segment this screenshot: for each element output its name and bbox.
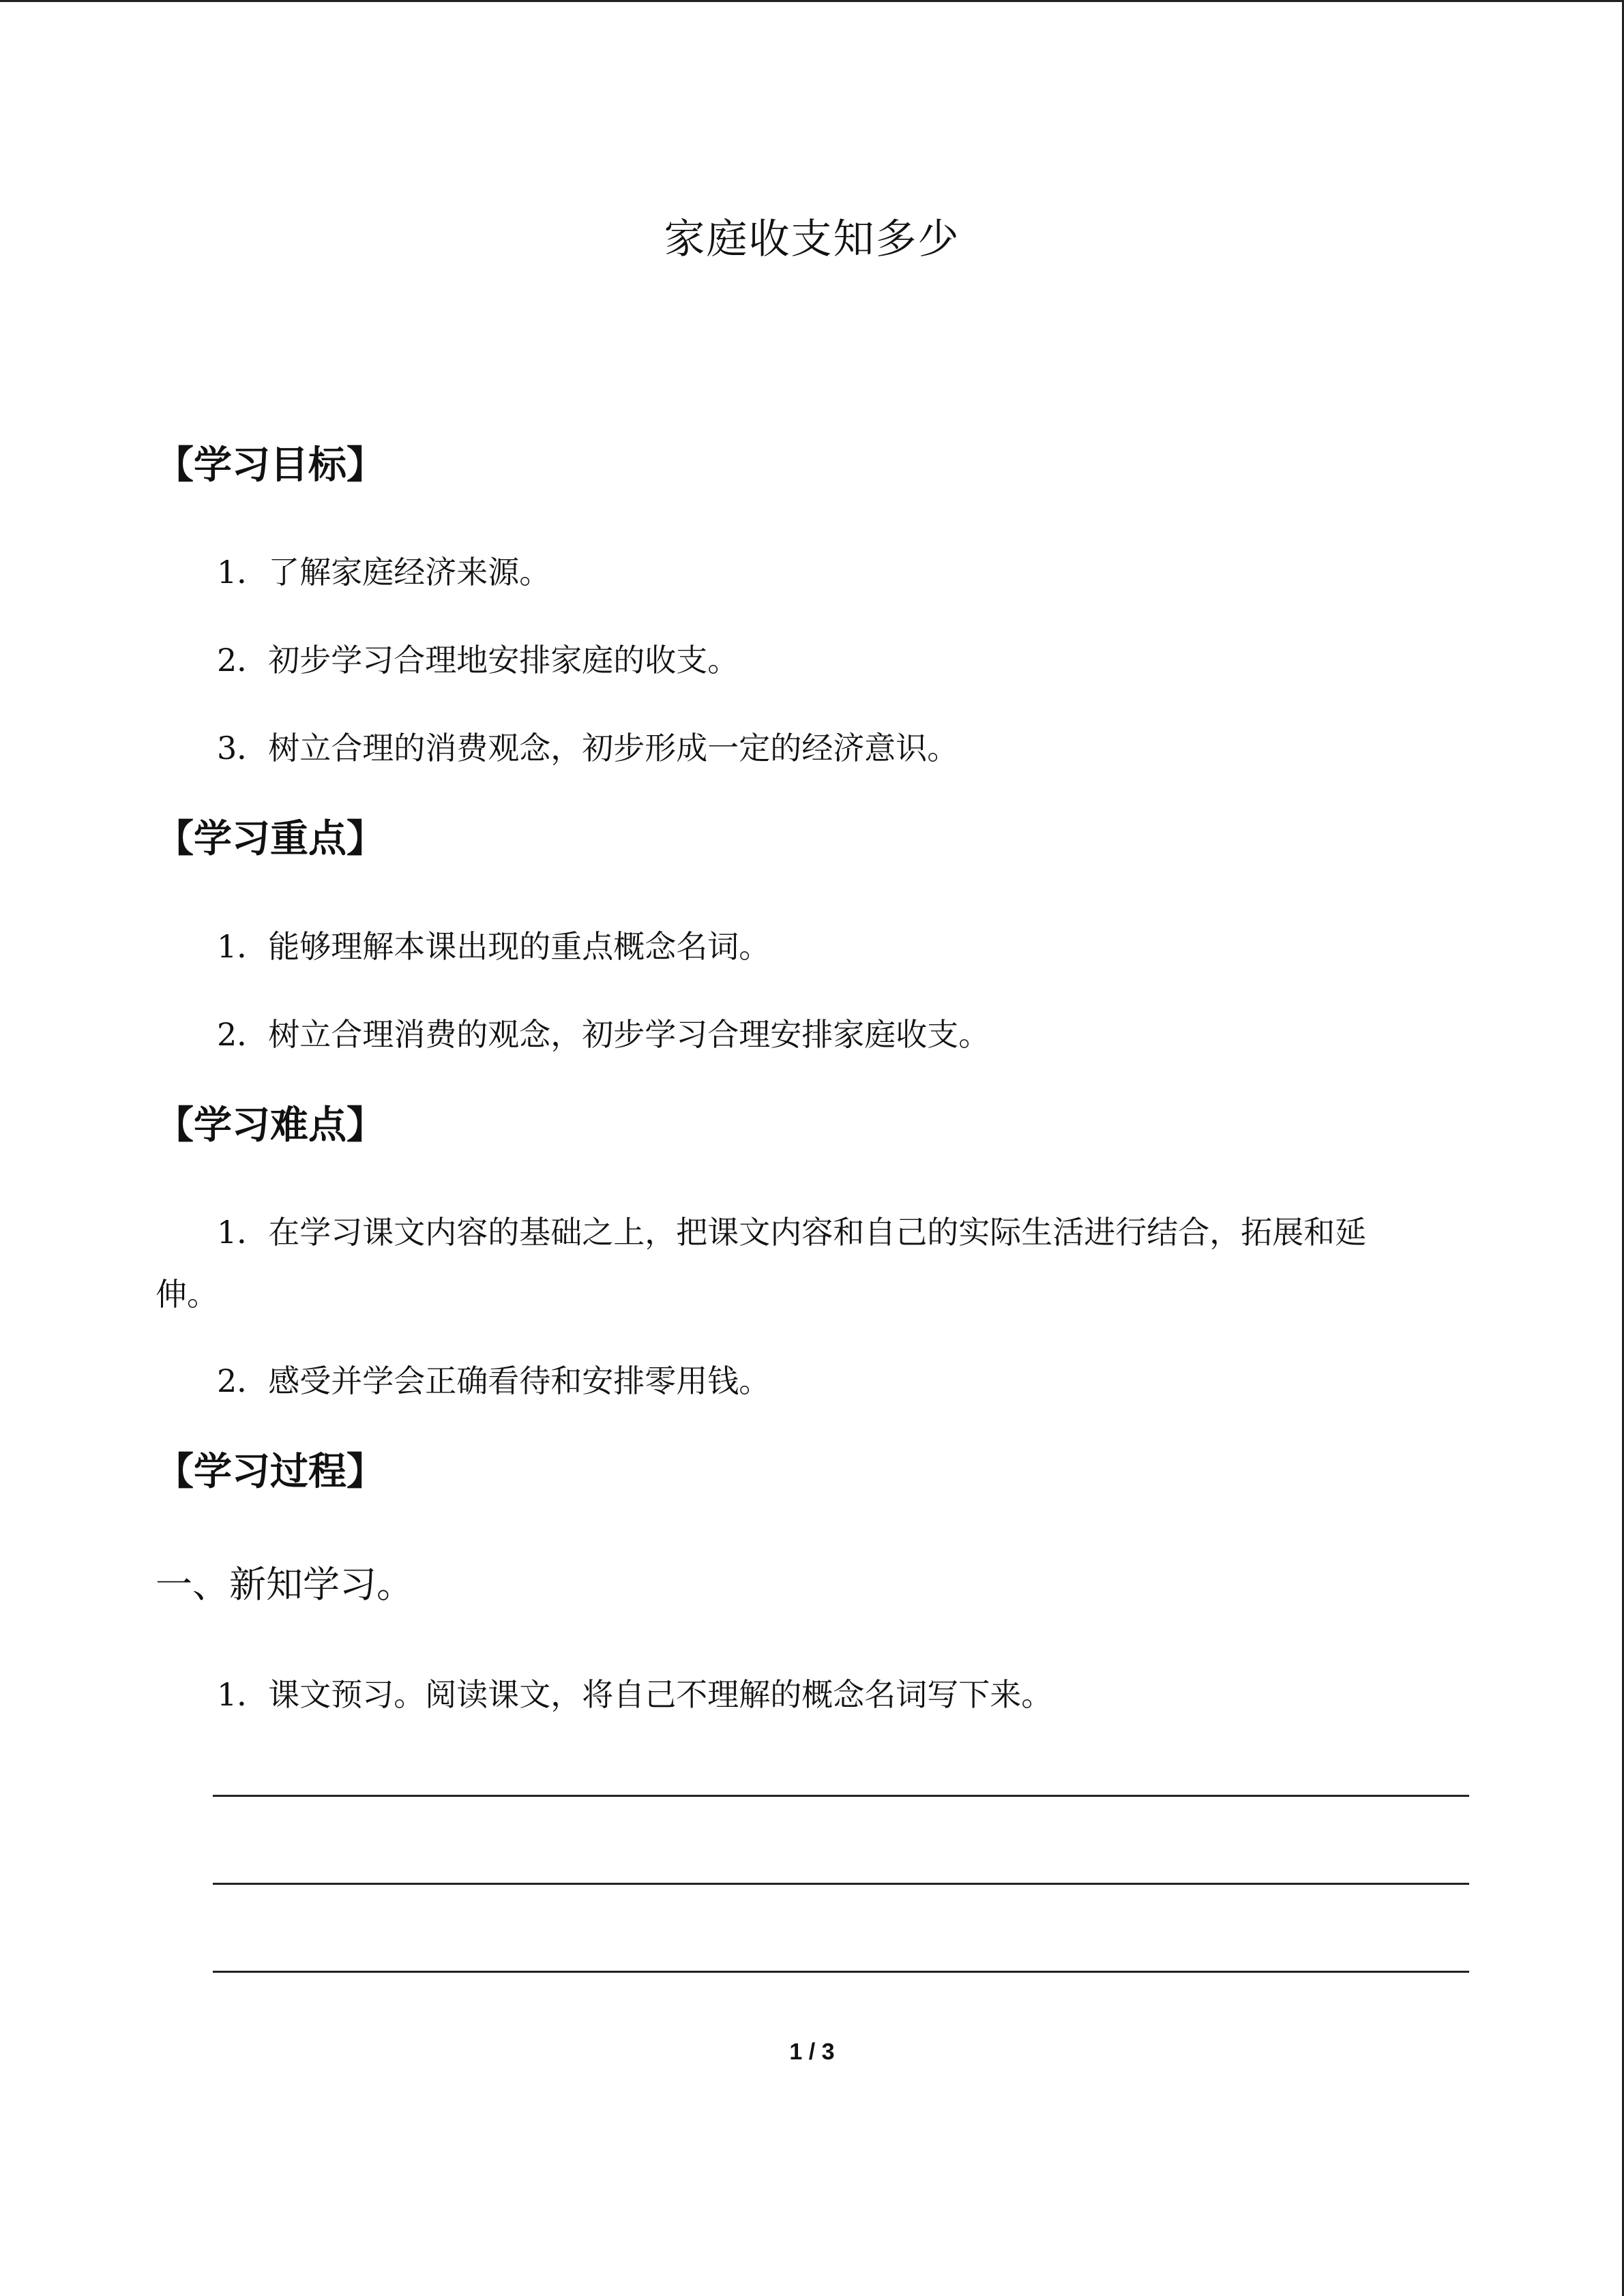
heading-key-points: 【学习重点】 xyxy=(156,817,385,861)
document-title: 家庭收支知多少 xyxy=(664,215,960,263)
objective-item-3: 3．树立合理的消费观念，初步形成一定的经济意识。 xyxy=(217,730,959,766)
key-point-item-2: 2．树立合理消费的观念，初步学习合理安排家庭收支。 xyxy=(217,1016,990,1053)
answer-line-3 xyxy=(213,1971,1469,1973)
answer-line-2 xyxy=(213,1883,1469,1885)
process-part-1-title: 一、新知学习。 xyxy=(156,1563,413,1606)
difficulty-item-1-line-1: 1．在学习课文内容的基础之上，把课文内容和自己的实际生活进行结合，拓展和延 xyxy=(217,1214,1367,1251)
difficulty-item-1-line-2: 伸。 xyxy=(156,1276,218,1313)
page-number: 1 / 3 xyxy=(789,2039,835,2065)
page-top-border xyxy=(0,0,1624,2)
heading-process: 【学习过程】 xyxy=(156,1450,385,1494)
objective-item-2: 2．初步学习合理地安排家庭的收支。 xyxy=(217,642,739,679)
answer-line-1 xyxy=(213,1795,1469,1797)
process-part-1-item-1: 1．课文预习。阅读课文，将自己不理解的概念名词写下来。 xyxy=(217,1676,1053,1713)
objective-item-1: 1．了解家庭经济来源。 xyxy=(217,554,551,591)
heading-objectives: 【学习目标】 xyxy=(156,443,385,488)
heading-difficulties: 【学习难点】 xyxy=(156,1103,385,1148)
difficulty-item-2: 2．感受并学会正确看待和安排零用钱。 xyxy=(217,1362,771,1399)
key-point-item-1: 1．能够理解本课出现的重点概念名词。 xyxy=(217,928,771,965)
